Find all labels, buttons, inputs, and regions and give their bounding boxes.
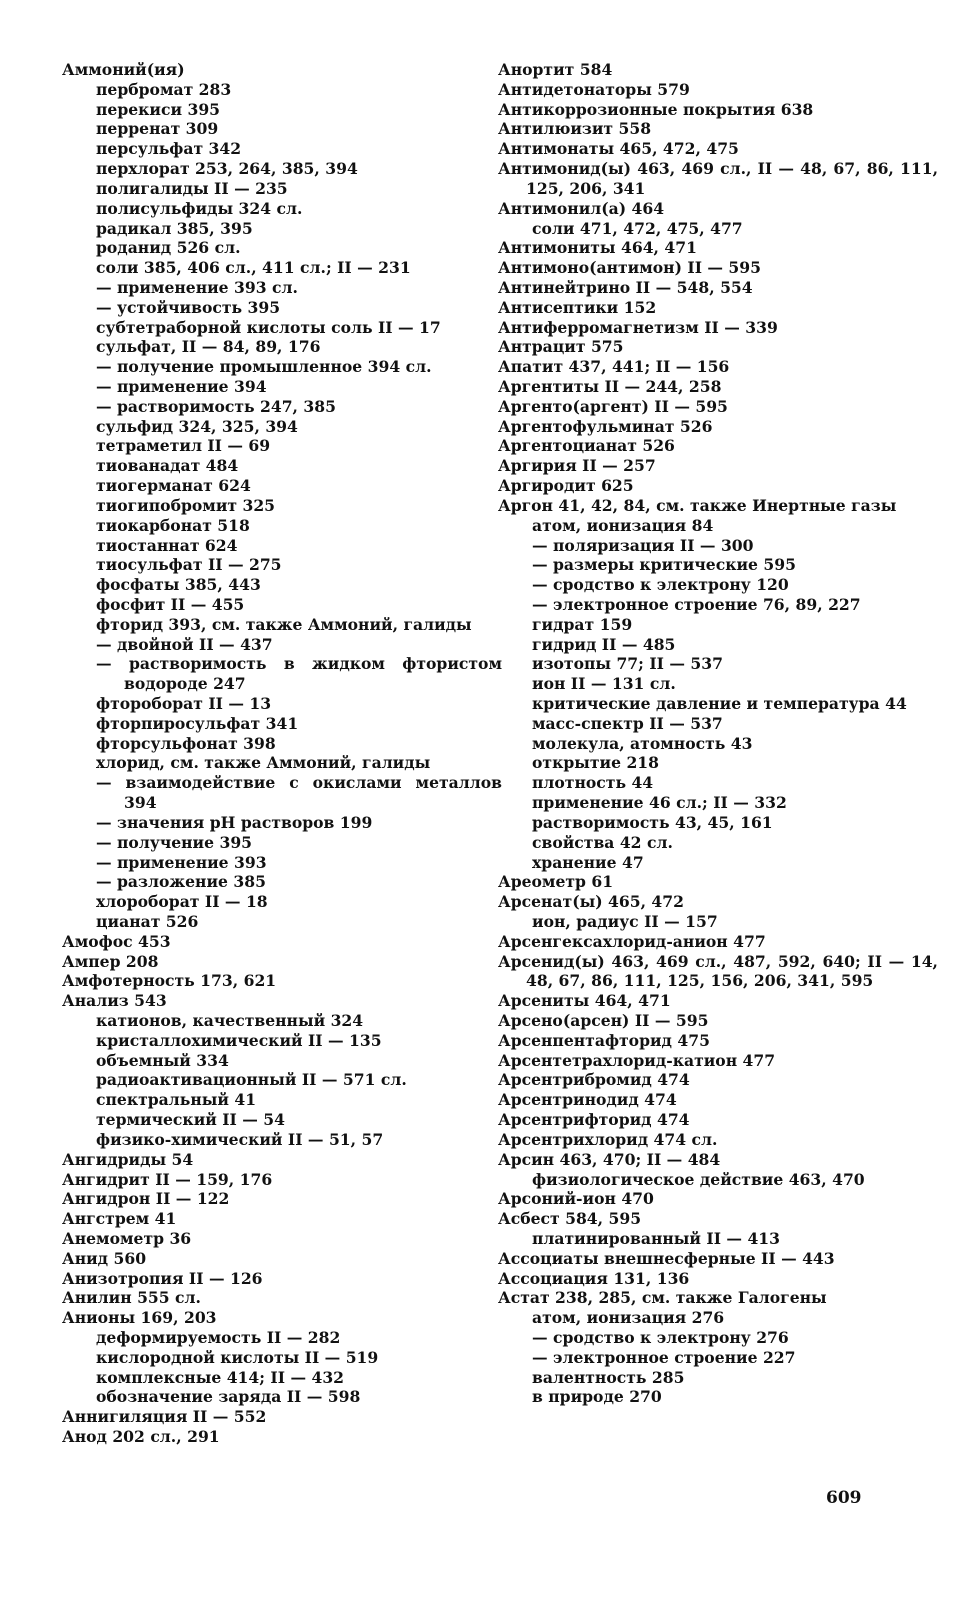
- index-subentry: применение 46 сл.; II — 332: [532, 793, 787, 813]
- index-entry: Антинейтрино II — 548, 554: [498, 277, 753, 297]
- index-subentry: ион II — 131 сл.: [532, 674, 676, 694]
- page-number: 609: [826, 1488, 862, 1508]
- index-subentry: — взаимодействие с окислами металлов 394: [96, 773, 502, 813]
- index-subentry: перренат 309: [96, 119, 219, 139]
- index-entry: Арсентетрахлорид-катион 477: [498, 1050, 776, 1070]
- index-subentry: — размеры критические 595: [532, 555, 796, 575]
- index-subentry: — растворимость в жидком фтористом водороде 247: [96, 654, 502, 694]
- index-entry: Антидетонаторы 579: [498, 79, 690, 99]
- index-subentry: комплексные 414; II — 432: [96, 1367, 345, 1387]
- index-subentry: — применение 393 сл.: [96, 277, 298, 297]
- index-entry: Аргентофульминат 526: [498, 416, 713, 436]
- index-subentry: — электронное строение 76, 89, 227: [532, 594, 861, 614]
- index-entry: Аргирия II — 257: [498, 456, 656, 476]
- index-subentry: тетраметил II — 69: [96, 436, 271, 456]
- index-entry: Арсенид(ы) 463, 469 сл., 487, 592, 640; II — 14, 48, 67, 86, 111, 125, 156, 206, 341, 595: [498, 951, 938, 991]
- index-subentry: фторпиросульфат 341: [96, 713, 299, 733]
- index-column-right: [498, 60, 938, 1407]
- index-subentry: радикал 385, 395: [96, 218, 253, 238]
- index-entry: Амофос 453: [62, 931, 171, 951]
- index-entry: Арсенпентафторид 475: [498, 1030, 710, 1050]
- index-entry: Аргон 41, 42, 84, см. также Инертные газы: [498, 495, 897, 515]
- index-subentry: — значения pH растворов 199: [96, 812, 373, 832]
- index-subentry: соли 471, 472, 475, 477: [532, 218, 743, 238]
- index-subentry: деформируемость II — 282: [96, 1328, 341, 1347]
- index-subentry: — поляризация II — 300: [532, 535, 754, 555]
- index-entry: Арсентринодид 474: [498, 1090, 677, 1110]
- index-entry: Арсентрихлорид 474 сл.: [498, 1129, 718, 1149]
- index-entry: Анид 560: [62, 1248, 147, 1268]
- index-entry: Анионы 169, 203: [62, 1308, 217, 1328]
- index-entry: Антрацит 575: [498, 337, 624, 357]
- index-subentry: — сродство к электрону 276: [532, 1328, 789, 1347]
- index-subentry: — растворимость 247, 385: [96, 396, 336, 416]
- index-entry: Арсентрибромид 474: [498, 1070, 690, 1090]
- index-entry: Анизотропия II — 126: [62, 1268, 263, 1288]
- index-subentry: платинированный II — 413: [532, 1228, 781, 1248]
- index-subentry: физиологическое действие 463, 470: [532, 1169, 865, 1189]
- index-subentry: — электронное строение 227: [532, 1347, 796, 1367]
- index-entry: Арсено(арсен) II — 595: [498, 1011, 709, 1030]
- index-subentry: роданид 526 сл.: [96, 238, 241, 258]
- index-entry: Аргентоцианат 526: [498, 436, 675, 456]
- index-subentry: критические давление и температура 44: [532, 694, 907, 713]
- index-subentry: кислородной кислоты II — 519: [96, 1347, 379, 1367]
- index-entry: Ангстрем 41: [62, 1209, 177, 1229]
- index-subentry: кристаллохимический II — 135: [96, 1030, 382, 1050]
- index-subentry: персульфат 342: [96, 139, 242, 159]
- index-subentry: фтороборат II — 13: [96, 694, 272, 713]
- index-subentry: сульфид 324, 325, 394: [96, 416, 298, 436]
- index-subentry: хлорид, см. также Аммоний, галиды: [96, 753, 431, 773]
- index-subentry: радиоактивационный II — 571 сл.: [96, 1070, 407, 1090]
- index-entry: Ангидрит II — 159, 176: [62, 1169, 273, 1189]
- index-entry: Арсениты 464, 471: [498, 991, 671, 1011]
- index-subentry: — получение промышленное 394 сл.: [96, 357, 432, 377]
- index-subentry: свойства 42 сл.: [532, 832, 673, 852]
- index-entry: Антиферромагнетизм II — 339: [498, 317, 778, 337]
- index-subentry: фторсульфонат 398: [96, 733, 276, 753]
- index-entry: Ампер 208: [62, 951, 159, 971]
- index-subentry: полисульфиды 324 сл.: [96, 198, 303, 218]
- index-subentry: фосфаты 385, 443: [96, 575, 261, 595]
- index-subentry: в природе 270: [532, 1387, 662, 1407]
- index-subentry: масс-спектр II — 537: [532, 713, 723, 733]
- index-subentry: обозначение заряда II — 598: [96, 1387, 361, 1407]
- index-entry: Антикоррозионные покрытия 638: [498, 99, 814, 119]
- index-entry: Аммоний(ия): [62, 60, 185, 79]
- index-subentry: цианат 526: [96, 911, 199, 931]
- index-subentry: хранение 47: [532, 852, 644, 872]
- index-subentry: изотопы 77; II — 537: [532, 654, 723, 674]
- index-entry: Анортит 584: [498, 60, 613, 79]
- index-subentry: ион, радиус II — 157: [532, 911, 718, 931]
- index-entry: Ангидрон II — 122: [62, 1189, 230, 1209]
- index-entry: Аргиродит 625: [498, 476, 634, 496]
- index-entry: Антимонид(ы) 463, 469 сл., II — 48, 67, 86, 111, 125, 206, 341: [498, 159, 938, 198]
- index-entry: Анализ 543: [62, 991, 167, 1011]
- index-subentry: тиостаннат 624: [96, 535, 238, 555]
- index-entry: Антилюизит 558: [498, 119, 652, 139]
- index-entry: Ассоциаты внешнесферные II — 443: [498, 1248, 835, 1268]
- index-entry: Ассоциация 131, 136: [498, 1268, 690, 1288]
- index-subentry: субтетраборной кислоты соль II — 17: [96, 317, 441, 337]
- index-subentry: фторид 393, см. также Аммоний, галиды: [96, 614, 472, 634]
- index-subentry: атом, ионизация 84: [532, 515, 714, 535]
- index-entry: Анемометр 36: [62, 1228, 192, 1248]
- index-subentry: — устойчивость 395: [96, 297, 281, 317]
- index-subentry: тиокарбонат 518: [96, 515, 250, 535]
- index-subentry: гидрат 159: [532, 614, 633, 634]
- index-entry: Арсенгексахлорид-анион 477: [498, 931, 766, 951]
- index-entry: Апатит 437, 441; II — 156: [498, 357, 730, 377]
- index-column-left: [62, 60, 502, 1447]
- index-subentry: гидрид II — 485: [532, 634, 676, 654]
- index-subentry: тиогерманат 624: [96, 476, 251, 496]
- index-entry: Анилин 555 сл.: [62, 1288, 201, 1308]
- index-entry: Арсоний-ион 470: [498, 1189, 654, 1209]
- index-subentry: валентность 285: [532, 1367, 685, 1387]
- index-entry: Ареометр 61: [498, 872, 614, 892]
- index-subentry: — разложение 385: [96, 872, 266, 892]
- index-entry: Астат 238, 285, см. также Галогены: [498, 1288, 827, 1308]
- index-entry: Антимоно(антимон) II — 595: [498, 258, 761, 278]
- index-subentry: соли 385, 406 сл., 411 сл.; II — 231: [96, 258, 411, 278]
- index-subentry: — применение 394: [96, 377, 267, 396]
- index-entry: Аргентиты II — 244, 258: [498, 377, 722, 396]
- index-entry: Антимониты 464, 471: [498, 238, 697, 258]
- index-entry: Ангидриды 54: [62, 1149, 194, 1169]
- index-subentry: термический II — 54: [96, 1110, 285, 1130]
- index-subentry: тиосульфат II — 275: [96, 555, 282, 575]
- index-subentry: атом, ионизация 276: [532, 1308, 725, 1328]
- index-subentry: пербромат 283: [96, 79, 232, 99]
- index-entry: Арсентрифторид 474: [498, 1110, 690, 1130]
- index-subentry: — получение 395: [96, 832, 253, 852]
- index-subentry: открытие 218: [532, 753, 659, 773]
- index-subentry: фосфит II — 455: [96, 594, 245, 614]
- index-entry: Аргенто(аргент) II — 595: [498, 396, 728, 416]
- index-subentry: тиогипобромит 325: [96, 495, 276, 515]
- index-subentry: — сродство к электрону 120: [532, 575, 789, 595]
- index-subentry: физико-химический II — 51, 57: [96, 1129, 384, 1149]
- index-entry: Антимонил(а) 464: [498, 198, 665, 218]
- index-entry: Асбест 584, 595: [498, 1209, 642, 1229]
- index-entry: Антисептики 152: [498, 297, 657, 317]
- index-subentry: молекула, атомность 43: [532, 733, 753, 753]
- index-subentry: — двойной II — 437: [96, 634, 273, 654]
- index-subentry: хлороборат II — 18: [96, 892, 268, 912]
- index-subentry: перхлорат 253, 264, 385, 394: [96, 159, 358, 179]
- index-subentry: растворимость 43, 45, 161: [532, 812, 773, 832]
- index-subentry: тиованадат 484: [96, 456, 239, 476]
- index-subentry: полигалиды II — 235: [96, 178, 288, 198]
- index-subentry: объемный 334: [96, 1050, 229, 1070]
- index-entry: Аннигиляция II — 552: [62, 1407, 267, 1427]
- index-subentry: перекиси 395: [96, 99, 221, 119]
- index-entry: Амфотерность 173, 621: [62, 971, 277, 991]
- index-entry: Антимонаты 465, 472, 475: [498, 139, 739, 159]
- index-entry: Анод 202 сл., 291: [62, 1427, 220, 1447]
- index-subentry: — применение 393: [96, 852, 267, 872]
- index-subentry: спектральный 41: [96, 1090, 257, 1110]
- index-subentry: сульфат, II — 84, 89, 176: [96, 337, 321, 357]
- index-subentry: плотность 44: [532, 773, 654, 793]
- index-entry: Арсенат(ы) 465, 472: [498, 892, 684, 912]
- index-entry: Арсин 463, 470; II — 484: [498, 1149, 721, 1169]
- index-subentry: катионов, качественный 324: [96, 1011, 364, 1030]
